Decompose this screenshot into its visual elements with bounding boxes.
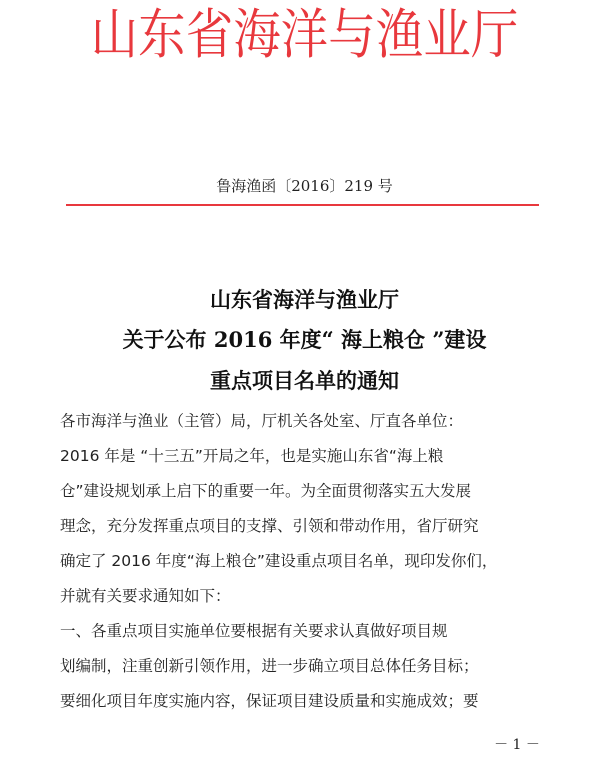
notice-title-line-2: 关于公布 2016 年度“ 海上粮仓 ”建设 xyxy=(122,327,487,352)
notice-title-line-3: 重点项目名单的通知 xyxy=(210,368,399,393)
page-number: － 1 － xyxy=(494,737,540,753)
document-number: 鲁海渔函〔2016〕219 号 xyxy=(216,177,393,195)
body-line: 仓”建设规划承上启下的重要一年。为全面贯彻落实五大发展 xyxy=(60,482,472,500)
body-line: 划编制，注重创新引领作用，进一步确立项目总体任务目标； xyxy=(60,657,479,675)
red-divider-rule xyxy=(66,204,539,206)
body-line: 并就有关要求通知如下： xyxy=(60,587,231,605)
body-line: 一、各重点项目实施单位要根据有关要求认真做好项目规 xyxy=(60,622,448,640)
body-line: 确定了 2016 年度“海上粮仓”建设重点项目名单，现印发你们， xyxy=(60,552,498,570)
body-line: 理念，充分发挥重点项目的支撑、引领和带动作用，省厅研究 xyxy=(60,517,479,535)
agency-masthead: 山东省海洋与渔业厅 xyxy=(90,3,519,66)
notice-title-line-1: 山东省海洋与渔业厅 xyxy=(210,287,399,312)
body-line: 要细化项目年度实施内容，保证项目建设质量和实施成效；要 xyxy=(60,692,479,710)
body-salutation: 各市海洋与渔业（主管）局，厅机关各处室、厅直各单位： xyxy=(60,412,464,430)
body-line: 2016 年是 “十三五”开局之年，也是实施山东省“海上粮 xyxy=(60,447,444,465)
